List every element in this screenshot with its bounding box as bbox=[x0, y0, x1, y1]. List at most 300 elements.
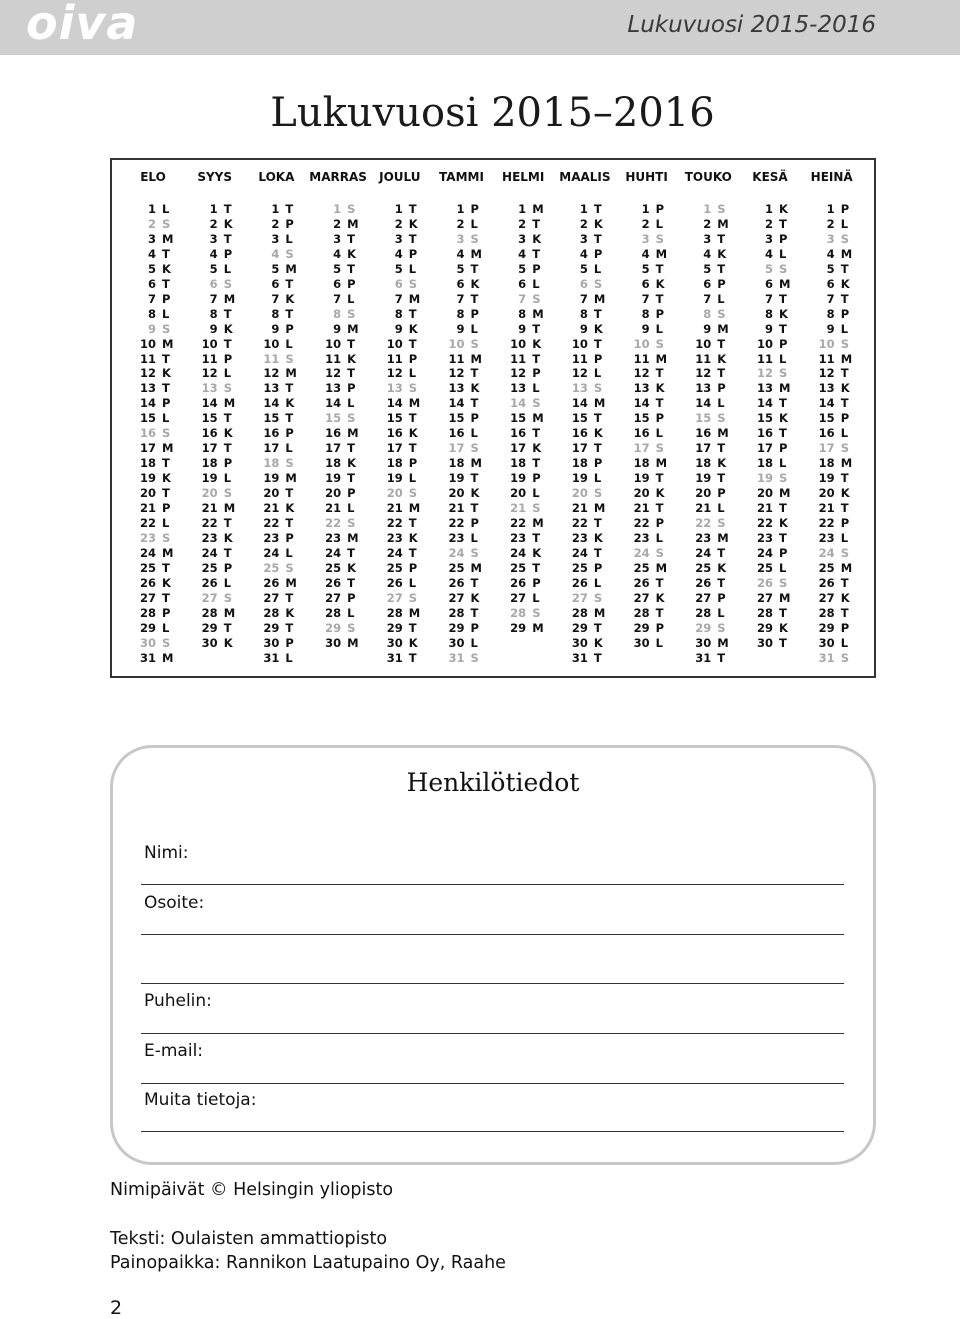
weekday-letter: P bbox=[717, 276, 726, 291]
weekday-letter: K bbox=[593, 635, 603, 650]
weekday-letter: T bbox=[655, 501, 664, 515]
weekday-letter: L bbox=[532, 276, 540, 291]
weekday-letter: P bbox=[285, 530, 294, 545]
day-number: 7 bbox=[826, 291, 835, 306]
weekday-letter: M bbox=[470, 560, 482, 575]
weekday-letter: K bbox=[717, 351, 727, 366]
day-number: 5 bbox=[703, 261, 712, 276]
weekday-letter: T bbox=[779, 530, 787, 545]
weekday-letter: S bbox=[285, 351, 294, 366]
day-number: 6 bbox=[641, 276, 650, 291]
day-number: 5 bbox=[456, 261, 465, 276]
day-number: 2 bbox=[456, 216, 465, 231]
weekday-letter: S bbox=[840, 545, 849, 560]
day-number: 13 bbox=[139, 381, 156, 396]
day-number: 10 bbox=[510, 336, 527, 351]
weekday-letter: T bbox=[840, 291, 849, 306]
weekday-letter: L bbox=[285, 336, 293, 351]
day-number: 12 bbox=[139, 366, 156, 381]
day-number: 26 bbox=[448, 575, 465, 590]
day-number: 24 bbox=[139, 545, 156, 560]
credit-namedays: Nimipäivät © Helsingin yliopisto bbox=[110, 1180, 394, 1200]
email-line[interactable] bbox=[141, 1083, 844, 1084]
weekday-letter: K bbox=[408, 635, 418, 650]
day-number: 16 bbox=[695, 426, 712, 441]
weekday-letter: S bbox=[223, 590, 232, 605]
day-number: 20 bbox=[756, 486, 773, 501]
weekday-letter: M bbox=[285, 471, 297, 486]
day-number: 2 bbox=[333, 216, 342, 231]
weekday-letter: K bbox=[655, 486, 665, 501]
weekday-letter: T bbox=[470, 396, 479, 411]
weekday-letter: S bbox=[223, 276, 232, 291]
day-number: 20 bbox=[263, 486, 280, 501]
weekday-letter: L bbox=[840, 635, 849, 650]
day-number: 2 bbox=[147, 216, 156, 231]
day-number: 6 bbox=[764, 276, 773, 291]
weekday-letter: M bbox=[223, 396, 236, 411]
day-number: 23 bbox=[571, 530, 588, 545]
weekday-letter: T bbox=[593, 441, 602, 456]
day-number: 5 bbox=[147, 261, 156, 276]
weekday-letter: S bbox=[593, 590, 603, 605]
day-number: 7 bbox=[147, 291, 156, 306]
weekday-letter: L bbox=[347, 396, 355, 411]
weekday-letter: T bbox=[470, 605, 479, 620]
weekday-letter: L bbox=[162, 515, 170, 530]
day-number: 21 bbox=[201, 501, 218, 515]
weekday-letter: K bbox=[532, 231, 542, 246]
weekday-letter: K bbox=[779, 411, 788, 426]
weekday-letter: S bbox=[779, 471, 788, 486]
day-number: 3 bbox=[394, 231, 403, 246]
day-number: 19 bbox=[695, 471, 712, 486]
weekday-letter: L bbox=[285, 441, 293, 456]
weekday-letter: M bbox=[285, 575, 297, 590]
weekday-letter: P bbox=[840, 515, 850, 530]
weekday-letter: P bbox=[779, 336, 788, 351]
day-number: 7 bbox=[271, 291, 280, 306]
email-label: E-mail: bbox=[144, 1041, 204, 1061]
day-number: 13 bbox=[695, 381, 712, 396]
day-number: 25 bbox=[756, 560, 773, 575]
weekday-letter: P bbox=[223, 456, 233, 471]
day-number: 23 bbox=[263, 530, 280, 545]
weekday-letter: M bbox=[779, 381, 791, 396]
weekday-letter: T bbox=[593, 231, 602, 246]
weekday-letter: L bbox=[655, 321, 663, 336]
weekday-letter: T bbox=[840, 501, 849, 515]
day-number: 6 bbox=[826, 276, 835, 291]
weekday-letter: P bbox=[347, 590, 356, 605]
weekday-letter: L bbox=[408, 471, 417, 486]
day-number: 1 bbox=[703, 202, 712, 216]
weekday-letter: P bbox=[470, 515, 479, 530]
weekday-letter: K bbox=[408, 426, 418, 441]
day-number: 29 bbox=[325, 620, 342, 635]
weekday-letter: S bbox=[285, 560, 294, 575]
weekday-letter: M bbox=[162, 545, 174, 560]
day-number: 6 bbox=[271, 276, 280, 291]
weekday-letter: T bbox=[717, 366, 726, 381]
day-number: 27 bbox=[571, 590, 588, 605]
weekday-letter: M bbox=[408, 291, 421, 306]
weekday-letter: S bbox=[285, 456, 294, 471]
day-number: 21 bbox=[695, 501, 712, 515]
weekday-letter: K bbox=[408, 530, 418, 545]
weekday-letter: L bbox=[285, 650, 293, 665]
day-number: 27 bbox=[510, 590, 527, 605]
weekday-letter: T bbox=[470, 501, 479, 515]
weekday-letter: M bbox=[593, 501, 606, 515]
day-number: 28 bbox=[263, 605, 280, 620]
day-number: 1 bbox=[826, 202, 835, 216]
day-number: 18 bbox=[818, 456, 835, 471]
weekday-letter: T bbox=[717, 261, 726, 276]
day-number: 11 bbox=[263, 351, 280, 366]
weekday-letter: M bbox=[532, 515, 544, 530]
day-number: 12 bbox=[448, 366, 465, 381]
day-number: 15 bbox=[139, 411, 156, 426]
day-number: 12 bbox=[325, 366, 342, 381]
day-number: 16 bbox=[571, 426, 588, 441]
day-number: 15 bbox=[633, 411, 650, 426]
day-number: 14 bbox=[448, 396, 465, 411]
weekday-letter: T bbox=[408, 441, 417, 456]
day-number: 3 bbox=[703, 231, 712, 246]
weekday-letter: S bbox=[223, 486, 232, 501]
day-number: 15 bbox=[263, 411, 280, 426]
day-number: 30 bbox=[756, 635, 773, 650]
weekday-letter: T bbox=[223, 411, 232, 426]
day-number: 8 bbox=[456, 306, 465, 321]
day-number: 9 bbox=[147, 321, 156, 336]
day-number: 31 bbox=[695, 650, 712, 665]
day-number: 1 bbox=[209, 202, 218, 216]
weekday-letter: S bbox=[717, 202, 726, 216]
day-number: 19 bbox=[139, 471, 156, 486]
weekday-letter: T bbox=[779, 426, 787, 441]
weekday-letter: T bbox=[162, 246, 170, 261]
day-number: 20 bbox=[448, 486, 465, 501]
day-number: 27 bbox=[325, 590, 342, 605]
weekday-letter: T bbox=[162, 276, 170, 291]
day-number: 21 bbox=[448, 501, 465, 515]
weekday-letter: P bbox=[840, 620, 850, 635]
day-number: 3 bbox=[456, 231, 465, 246]
weekday-letter: L bbox=[532, 486, 540, 501]
day-number: 18 bbox=[386, 456, 403, 471]
day-number: 6 bbox=[518, 276, 527, 291]
weekday-letter: P bbox=[655, 411, 665, 426]
day-number: 21 bbox=[818, 501, 835, 515]
weekday-letter: T bbox=[285, 411, 294, 426]
day-number: 22 bbox=[386, 515, 403, 530]
weekday-letter: L bbox=[470, 530, 478, 545]
day-number: 15 bbox=[325, 411, 342, 426]
weekday-letter: T bbox=[655, 291, 664, 306]
logo: oiva bbox=[26, 0, 139, 50]
day-number: 2 bbox=[518, 216, 527, 231]
day-number: 22 bbox=[139, 515, 156, 530]
weekday-letter: T bbox=[285, 306, 294, 321]
weekday-letter: T bbox=[285, 381, 294, 396]
day-number: 17 bbox=[386, 441, 403, 456]
day-number: 29 bbox=[510, 620, 527, 635]
weekday-letter: T bbox=[532, 426, 541, 441]
weekday-letter: K bbox=[717, 246, 727, 261]
day-number: 16 bbox=[510, 426, 527, 441]
day-number: 24 bbox=[571, 545, 588, 560]
weekday-letter: P bbox=[655, 202, 665, 216]
weekday-letter: T bbox=[408, 231, 417, 246]
day-number: 24 bbox=[386, 545, 403, 560]
other-info-line[interactable] bbox=[141, 1131, 844, 1132]
weekday-letter: L bbox=[717, 291, 725, 306]
day-number: 1 bbox=[641, 202, 650, 216]
weekday-letter: T bbox=[655, 366, 664, 381]
day-number: 16 bbox=[818, 426, 835, 441]
weekday-letter: L bbox=[717, 605, 725, 620]
day-number: 4 bbox=[579, 246, 588, 261]
weekday-letter: T bbox=[162, 381, 170, 396]
day-number: 18 bbox=[633, 456, 650, 471]
day-number: 26 bbox=[325, 575, 342, 590]
weekday-letter: T bbox=[347, 545, 355, 560]
weekday-letter: M bbox=[655, 246, 668, 261]
weekday-letter: T bbox=[347, 471, 355, 486]
day-number: 16 bbox=[448, 426, 465, 441]
day-number: 11 bbox=[386, 351, 403, 366]
day-number: 12 bbox=[263, 366, 280, 381]
day-number: 30 bbox=[139, 635, 156, 650]
weekday-letter: T bbox=[593, 515, 602, 530]
day-number: 2 bbox=[209, 216, 218, 231]
day-number: 10 bbox=[263, 336, 280, 351]
weekday-letter: S bbox=[532, 396, 541, 411]
day-number: 21 bbox=[263, 501, 280, 515]
weekday-letter: M bbox=[408, 396, 421, 411]
day-number: 18 bbox=[201, 456, 218, 471]
day-number: 5 bbox=[271, 261, 280, 276]
day-number: 22 bbox=[633, 515, 650, 530]
day-number: 29 bbox=[139, 620, 156, 635]
month-header: SYYS bbox=[197, 170, 233, 184]
weekday-letter: P bbox=[347, 381, 356, 396]
day-number: 11 bbox=[633, 351, 650, 366]
day-number: 29 bbox=[263, 620, 280, 635]
day-number: 27 bbox=[756, 590, 773, 605]
day-number: 18 bbox=[571, 456, 588, 471]
day-number: 9 bbox=[456, 321, 465, 336]
weekday-letter: K bbox=[285, 396, 295, 411]
weekday-letter: K bbox=[347, 246, 357, 261]
weekday-letter: S bbox=[717, 411, 726, 426]
weekday-letter: P bbox=[470, 411, 479, 426]
day-number: 7 bbox=[703, 291, 712, 306]
day-number: 20 bbox=[386, 486, 403, 501]
weekday-letter: T bbox=[223, 545, 232, 560]
day-number: 1 bbox=[456, 202, 465, 216]
phone-line[interactable] bbox=[141, 1033, 844, 1034]
weekday-letter: S bbox=[593, 486, 603, 501]
weekday-letter: P bbox=[593, 351, 603, 366]
weekday-letter: T bbox=[408, 650, 417, 665]
day-number: 2 bbox=[579, 216, 588, 231]
weekday-letter: T bbox=[593, 411, 602, 426]
weekday-letter: M bbox=[593, 291, 606, 306]
weekday-letter: T bbox=[840, 605, 849, 620]
weekday-letter: T bbox=[223, 620, 232, 635]
weekday-letter: L bbox=[408, 366, 417, 381]
weekday-letter: T bbox=[347, 231, 355, 246]
weekday-letter: M bbox=[470, 351, 482, 366]
weekday-letter: S bbox=[347, 306, 356, 321]
weekday-letter: M bbox=[347, 635, 359, 650]
day-number: 29 bbox=[201, 620, 218, 635]
weekday-letter: P bbox=[593, 456, 603, 471]
weekday-letter: T bbox=[470, 471, 479, 486]
day-number: 12 bbox=[571, 366, 588, 381]
day-number: 23 bbox=[325, 530, 342, 545]
day-number: 16 bbox=[756, 426, 773, 441]
day-number: 8 bbox=[147, 306, 156, 321]
day-number: 14 bbox=[386, 396, 403, 411]
day-number: 24 bbox=[448, 545, 465, 560]
day-number: 7 bbox=[518, 291, 527, 306]
weekday-letter: L bbox=[593, 261, 602, 276]
day-number: 26 bbox=[633, 575, 650, 590]
weekday-letter: T bbox=[655, 396, 664, 411]
weekday-letter: M bbox=[532, 620, 544, 635]
weekday-letter: P bbox=[840, 202, 850, 216]
weekday-letter: L bbox=[593, 366, 602, 381]
day-number: 17 bbox=[201, 441, 218, 456]
day-number: 4 bbox=[456, 246, 465, 261]
weekday-letter: L bbox=[840, 426, 849, 441]
day-number: 30 bbox=[386, 635, 403, 650]
weekday-letter: P bbox=[655, 515, 665, 530]
day-number: 5 bbox=[209, 261, 218, 276]
weekday-letter: K bbox=[223, 321, 233, 336]
weekday-letter: M bbox=[840, 351, 853, 366]
day-number: 3 bbox=[826, 231, 835, 246]
day-number: 30 bbox=[325, 635, 342, 650]
weekday-letter: S bbox=[470, 650, 479, 665]
weekday-letter: L bbox=[717, 501, 725, 515]
weekday-letter: T bbox=[717, 575, 726, 590]
day-number: 20 bbox=[818, 486, 835, 501]
day-number: 14 bbox=[571, 396, 588, 411]
weekday-letter: P bbox=[717, 590, 726, 605]
weekday-letter: P bbox=[285, 216, 294, 231]
day-number: 13 bbox=[633, 381, 650, 396]
day-number: 27 bbox=[695, 590, 712, 605]
day-number: 25 bbox=[448, 560, 465, 575]
day-number: 13 bbox=[756, 381, 773, 396]
day-number: 9 bbox=[394, 321, 403, 336]
day-number: 16 bbox=[325, 426, 342, 441]
day-number: 5 bbox=[394, 261, 403, 276]
day-number: 29 bbox=[818, 620, 835, 635]
day-number: 7 bbox=[394, 291, 403, 306]
day-number: 11 bbox=[818, 351, 835, 366]
address-line-1[interactable] bbox=[141, 934, 844, 935]
weekday-letter: M bbox=[408, 605, 421, 620]
day-number: 1 bbox=[764, 202, 773, 216]
day-number: 4 bbox=[333, 246, 342, 261]
weekday-letter: P bbox=[162, 291, 171, 306]
day-number: 14 bbox=[510, 396, 527, 411]
weekday-letter: M bbox=[347, 321, 359, 336]
day-number: 15 bbox=[510, 411, 527, 426]
day-number: 26 bbox=[263, 575, 280, 590]
weekday-letter: T bbox=[470, 291, 479, 306]
day-number: 11 bbox=[571, 351, 588, 366]
weekday-letter: P bbox=[470, 620, 479, 635]
weekday-letter: L bbox=[779, 246, 787, 261]
weekday-letter: S bbox=[347, 620, 356, 635]
weekday-letter: L bbox=[840, 530, 849, 545]
name-line[interactable] bbox=[141, 884, 844, 885]
weekday-letter: S bbox=[532, 605, 541, 620]
weekday-letter: T bbox=[779, 605, 787, 620]
month-header: ELO bbox=[140, 170, 166, 184]
weekday-letter: S bbox=[655, 441, 664, 456]
weekday-letter: P bbox=[223, 351, 233, 366]
weekday-letter: T bbox=[840, 261, 849, 276]
weekday-letter: T bbox=[717, 650, 726, 665]
day-number: 5 bbox=[641, 261, 650, 276]
weekday-letter: S bbox=[593, 381, 603, 396]
day-number: 2 bbox=[764, 216, 773, 231]
day-number: 12 bbox=[818, 366, 835, 381]
day-number: 18 bbox=[263, 456, 280, 471]
weekday-letter: K bbox=[655, 381, 665, 396]
weekday-letter: L bbox=[408, 575, 417, 590]
day-number: 1 bbox=[147, 202, 156, 216]
day-number: 11 bbox=[510, 351, 527, 366]
day-number: 20 bbox=[633, 486, 650, 501]
weekday-letter: T bbox=[779, 635, 787, 650]
weekday-letter: L bbox=[223, 261, 232, 276]
day-number: 10 bbox=[139, 336, 156, 351]
day-number: 28 bbox=[756, 605, 773, 620]
day-number: 13 bbox=[510, 381, 527, 396]
day-number: 16 bbox=[386, 426, 403, 441]
day-number: 21 bbox=[386, 501, 403, 515]
weekday-letter: P bbox=[285, 321, 294, 336]
weekday-letter: L bbox=[470, 216, 478, 231]
day-number: 17 bbox=[263, 441, 280, 456]
weekday-letter: K bbox=[655, 276, 665, 291]
day-number: 23 bbox=[448, 530, 465, 545]
day-number: 10 bbox=[695, 336, 712, 351]
weekday-letter: K bbox=[593, 321, 603, 336]
weekday-letter: P bbox=[408, 456, 418, 471]
day-number: 17 bbox=[510, 441, 527, 456]
day-number: 19 bbox=[818, 471, 835, 486]
day-number: 1 bbox=[579, 202, 588, 216]
weekday-letter: K bbox=[840, 486, 850, 501]
day-number: 27 bbox=[818, 590, 835, 605]
day-number: 28 bbox=[633, 605, 650, 620]
address-line-2[interactable] bbox=[141, 983, 844, 984]
weekday-letter: T bbox=[162, 456, 170, 471]
weekday-letter: M bbox=[593, 605, 606, 620]
weekday-letter: M bbox=[840, 456, 853, 471]
day-number: 4 bbox=[209, 246, 218, 261]
